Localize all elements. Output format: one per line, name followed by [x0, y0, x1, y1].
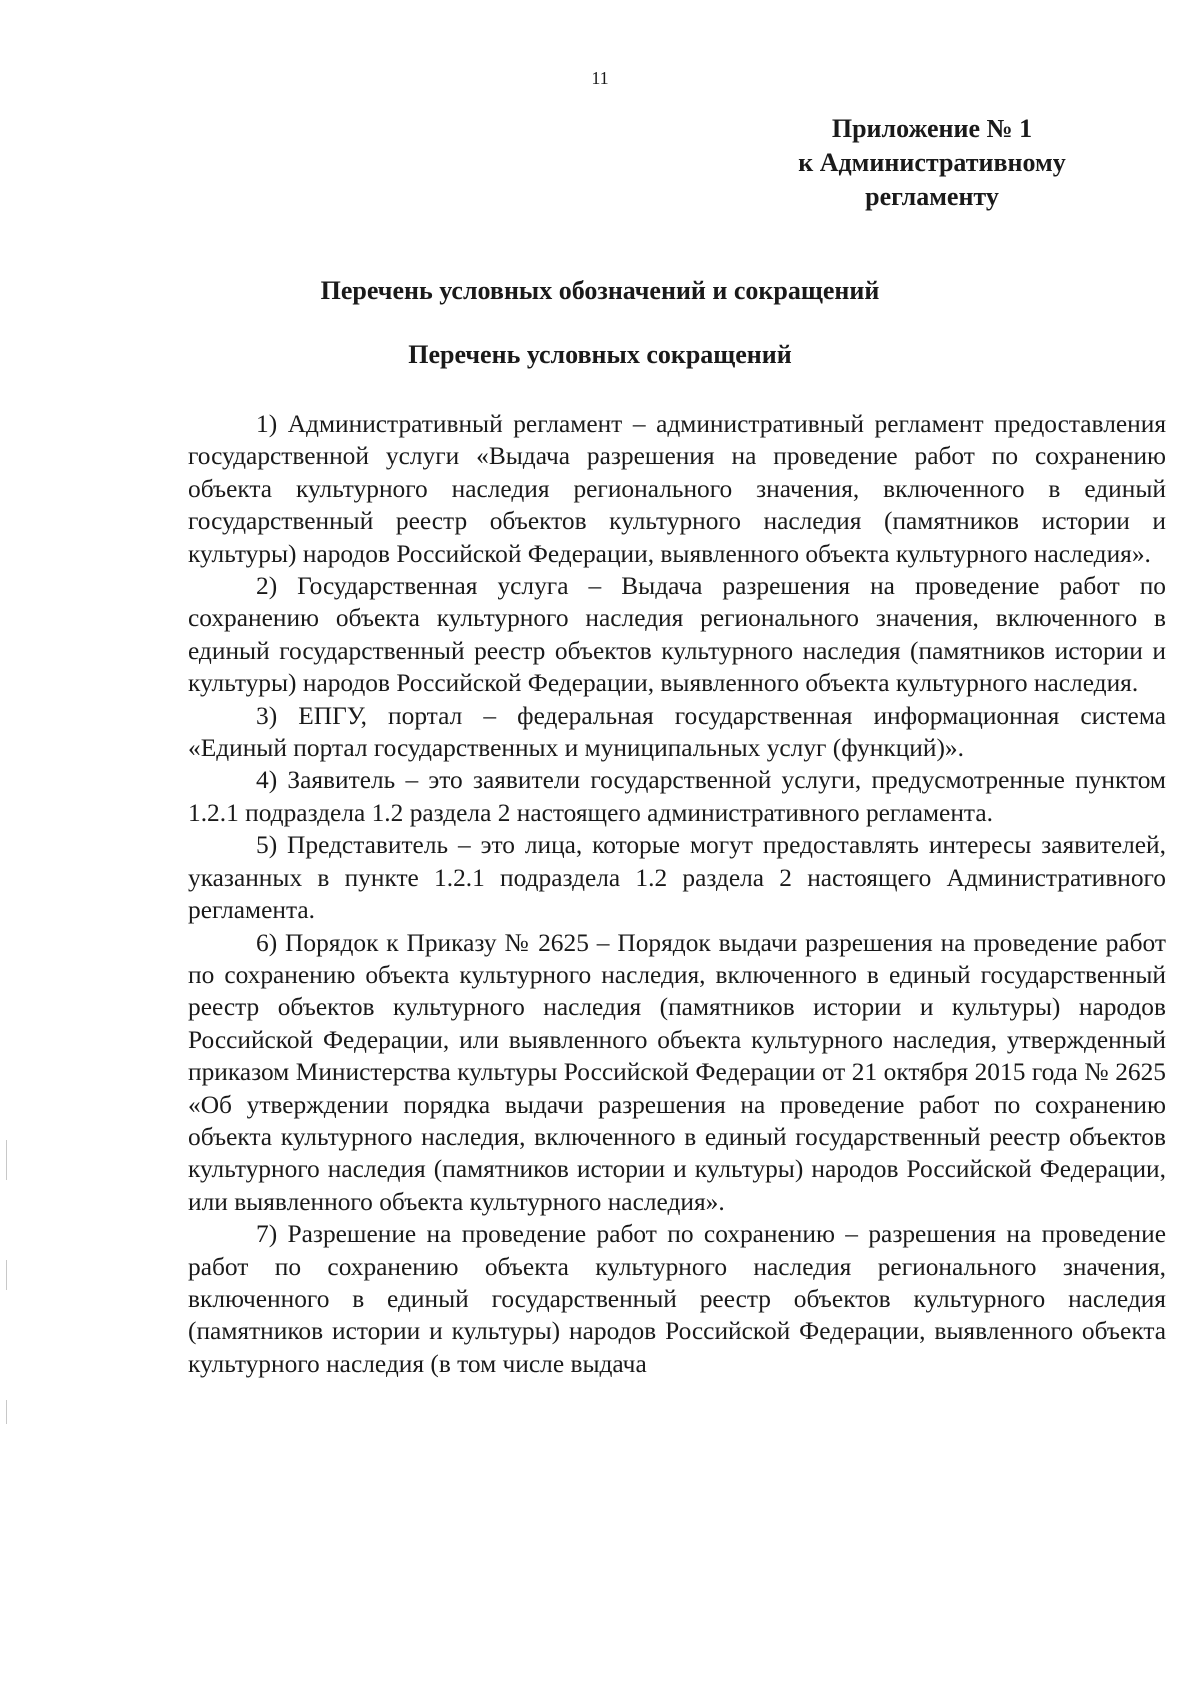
section-title: Перечень условных сокращений	[408, 340, 792, 369]
list-item: 2) Государственная услуга – Выдача разрешения на проведение работ по сохранению объекта культурного наследия регионального значения, включенного в единый государственный реестр объектов культурного наследия (памятников истории и культуры) народов Российской Федерации, выявленного объекта культурного наследия.	[188, 572, 1166, 698]
appendix-line: к Административному	[798, 148, 1066, 177]
appendix-line: регламенту	[865, 182, 999, 211]
scan-edge-mark	[6, 1260, 7, 1290]
list-item: 1) Административный регламент – административный регламент предоставления государственной услуги «Выдача разрешения на проведение работ по сохранению объекта культурного наследия регионального значения, включенного в единый государственный реестр объектов культурного наследия (памятников истории и культуры) народов Российской Федерации, выявленного объекта культурного наследия».	[188, 410, 1166, 568]
scan-edge-mark	[6, 1400, 7, 1424]
list-item: 5) Представитель – это лица, которые могут предоставлять интересы заявителей, указанных в пункте 1.2.1 подраздела 1.2 раздела 2 настоящего Административного регламента.	[188, 831, 1166, 925]
document-title: Перечень условных обозначений и сокращений	[320, 276, 880, 305]
appendix-line: Приложение № 1	[831, 114, 1033, 143]
abbreviations-list	[188, 408, 1166, 1380]
appendix-header	[752, 112, 1112, 214]
list-item: 7) Разрешение на проведение работ по сохранению – разрешения на проведение работ по сохранению объекта культурного наследия регионального значения, включенного в единый государственный реестр объектов культурного наследия (памятников истории и культуры) народов Российской Федерации, выявленного объекта культурного наследия (в том числе выдача	[188, 1220, 1166, 1378]
list-item: 4) Заявитель – это заявители государственной услуги, предусмотренные пунктом 1.2.1 подраздела 1.2 раздела 2 настоящего административного регламента.	[188, 766, 1166, 827]
scan-edge-mark	[6, 1140, 7, 1180]
page-number: 11	[591, 68, 609, 88]
list-item: 6) Порядок к Приказу № 2625 – Порядок выдачи разрешения на проведение работ по сохранению объекта культурного наследия, включенного в единый государственный реестр объектов культурного наследия (памятников истории и культуры) народов Российской Федерации, или выявленного объекта культурного наследия, утвержденный приказом Министерства культуры Российской Федерации от 21 октября 2015 года № 2625 «Об утверждении порядка выдачи разрешения на проведение работ по сохранению объекта культурного наследия, включенного в единый государственный реестр объектов культурного наследия (памятников истории и культуры) народов Российской Федерации, или выявленного объекта культурного наследия».	[188, 928, 1166, 1216]
list-item: 3) ЕПГУ, портал – федеральная государственная информационная система «Единый портал государственных и муниципальных услуг (функций)».	[188, 701, 1166, 763]
